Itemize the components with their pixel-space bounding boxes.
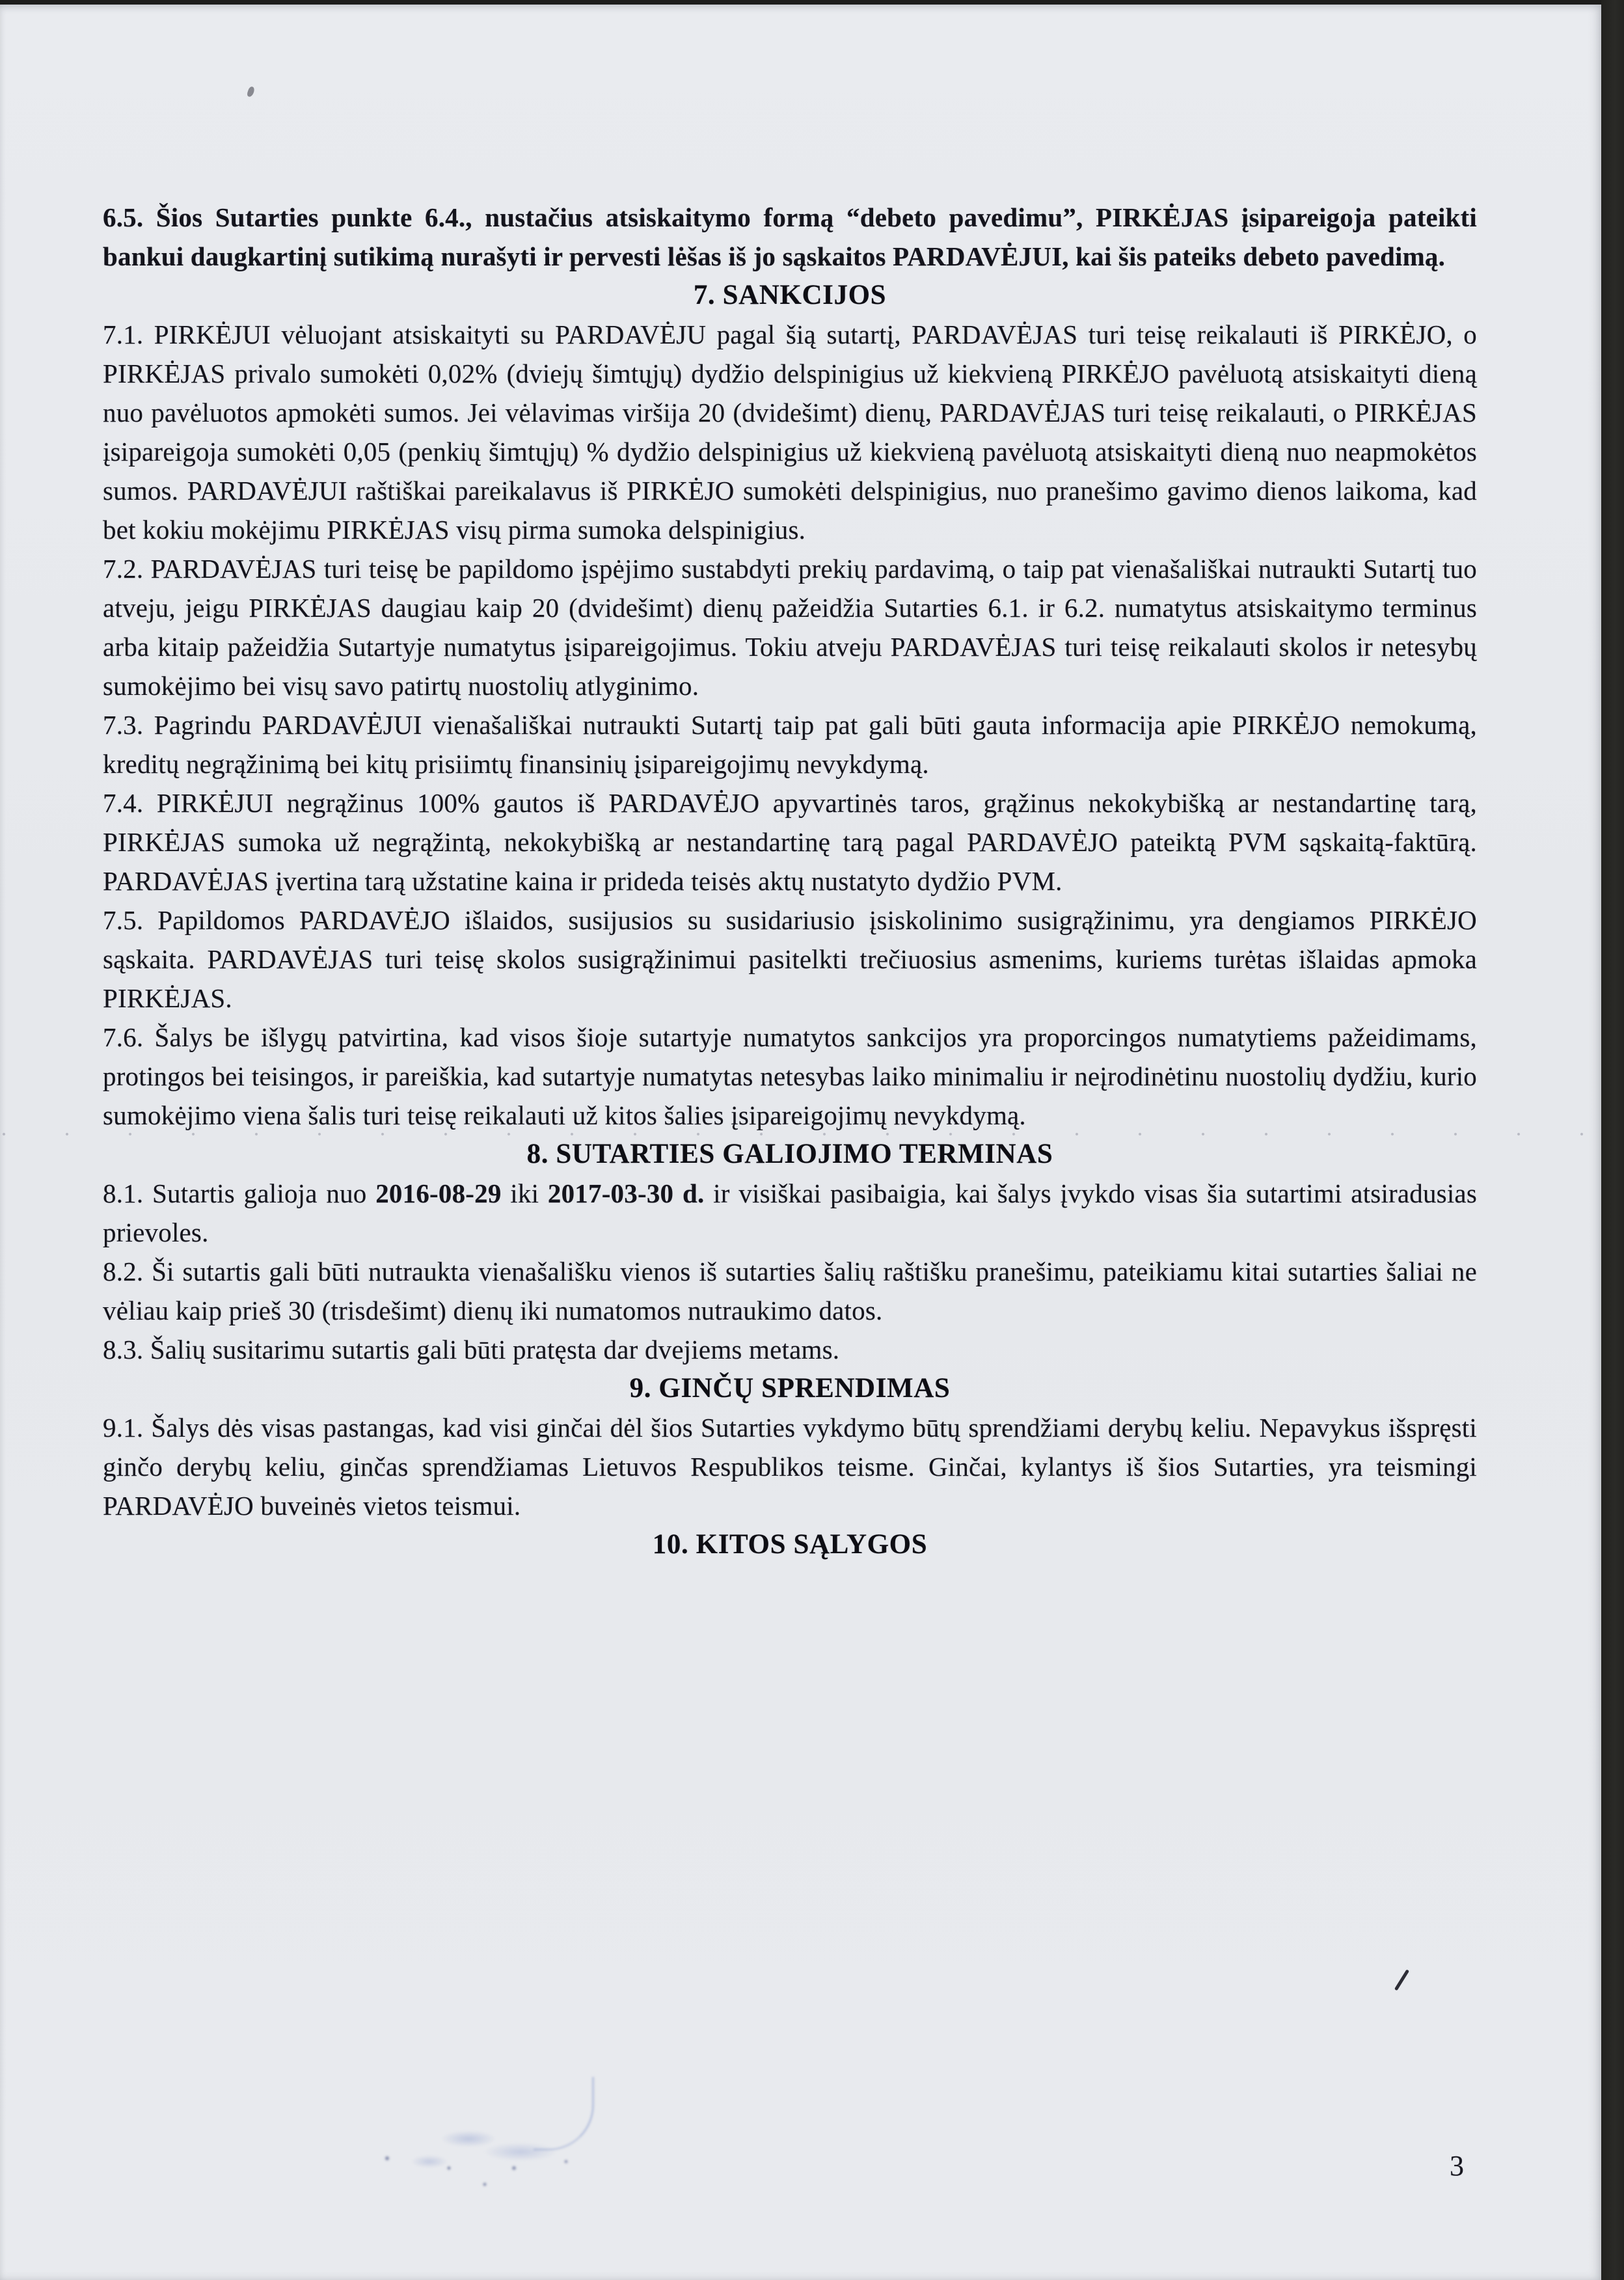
contract-paragraph-8-1 — [103, 1174, 1477, 1252]
contract-paragraph-7-2: 7.2. PARDAVĖJAS turi teisę be papildomo įspėjimo sustabdyti prekių pardavimą, o taip pat vienašališkai nutraukti Sutartį tuo atveju, jeigu PIRKĖJAS daugiau kaip 20 (dvidešimt) dienų pažeidžia Sutarties 6.1. ir 6.2. numatytus atsiskaitymo terminus arba kitaip pažeidžia Sutartyje numatytus įsipareigojimus. Tokiu atveju PARDAVĖJAS turi teisę reikalauti skolos ir netesybų sumokėjimo bei visų savo patirtų nuostolių atlyginimo. — [103, 554, 1477, 701]
contract-paragraph-8-3: 8.3. Šalių susitarimu sutartis gali būti pratęsta dar dvejiems metams. — [103, 1335, 840, 1364]
section-heading-dispute-resolution: 9. GINČŲ SPRENDIMAS — [629, 1373, 951, 1404]
paper-sheet — [0, 5, 1601, 2280]
scan-speckle-row — [0, 1129, 1594, 1139]
contract-paragraph-7-4: 7.4. PIRKĖJUI negrąžinus 100% gautos iš PARDAVĖJO apyvartinės taros, grąžinus nekokybišką ar nestandartinę tarą, PIRKĖJAS sumoka už negrąžintą, nekokybišką ar nestandartinę tarą pagal PARDAVĖJO pateiktą PVM sąskaitą-faktūrą. PARDAVĖJAS įvertina tarą užstatine kaina ir prideda teisės aktų nustatyto dydžio PVM. — [103, 788, 1477, 896]
contract-paragraph-7-3: 7.3. Pagrindu PARDAVĖJUI vienašališkai nutraukti Sutartį taip pat gali būti gauta informacija apie PIRKĖJO nemokumą, kreditų negrąžinimą bei kitų prisiimtų finansinių įsipareigojimų nevykdymą. — [103, 710, 1477, 779]
section-heading-validity-term: 8. SUTARTIES GALIOJIMO TERMINAS — [526, 1139, 1053, 1169]
pen-tick-mark — [1394, 1969, 1409, 1990]
contract-paragraph-6-5: 6.5. Šios Sutarties punkte 6.4., nustačius atsiskaitymo formą “debeto pavedimu”, PIRKĖJAS įsipareigoja pateikti bankui daugkartinį sutikimą nurašyti ir pervesti lėšas iš jo sąskaitos PARDAVĖJUI, kai šis pateiks debeto pavedimą. — [103, 202, 1477, 271]
section-heading-other-terms: 10. KITOS SĄLYGOS — [652, 1529, 928, 1560]
contract-paragraph-7-5: 7.5. Papildomos PARDAVĖJO išlaidos, susijusios su susidariusio įsiskolinimo susigrąžinimu, yra dengiamos PIRKĖJO sąskaita. PARDAVĖJAS turi teisę skolos susigrąžinimui pasitelkti trečiuosius asmenims, kuriems turėtas išlaidas apmoka PIRKĖJAS. — [103, 905, 1477, 1013]
scan-speck-mark — [247, 86, 256, 98]
section-heading-sanctions: 7. SANKCIJOS — [693, 280, 887, 310]
paragraph-8-1-text: 8.1. Sutartis galioja nuo — [103, 1178, 376, 1208]
scan-edge-top — [0, 0, 1624, 5]
contract-paragraph-7-6: 7.6. Šalys be išlygų patvirtina, kad visos šioje sutartyje numatytos sankcijos yra proporcingos numatytiems pažeidimams, protingos bei teisingos, ir pareiškia, kad sutartyje numatytas netesybas laiko minimaliu ir neįrodinėtinu nuostolių dydžiu, kurio sumokėjimo viena šalis turi teisę reikalauti už kitos šalies įsipareigojimų nevykdymą. — [103, 1022, 1477, 1130]
contract-end-date: 2017-03-30 d. — [547, 1178, 705, 1208]
contract-start-date: 2016-08-29 — [375, 1178, 502, 1208]
contract-text-block — [103, 198, 1477, 1564]
contract-paragraph-9-1: 9.1. Šalys dės visas pastangas, kad visi ginčai dėl šios Sutarties vykdymo būtų sprendžiami derybų keliu. Nepavykus išspręsti ginčo derybų keliu, ginčas sprendžiamas Lietuvos Respublikos teisme. Ginčai, kylantys iš šios Sutarties, yra teismingi PARDAVĖJO buveinės vietos teismui. — [103, 1413, 1477, 1521]
erased-ink-smudge — [351, 2070, 638, 2207]
paragraph-8-1-text: iki — [501, 1178, 548, 1208]
paragraph-8-1-text: ir visiškai pasibaigia, kai šalys įvykdo visas šia sutartimi atsiradusias prievoles. — [103, 1178, 1477, 1247]
page-number: 3 — [1450, 2150, 1464, 2182]
contract-paragraph-8-2: 8.2. Ši sutartis gali būti nutraukta vienašališku vienos iš sutarties šalių raštišku pranešimu, pateikiamu kitai sutarties šaliai ne vėliau kaip prieš 30 (trisdešimt) dienų iki numatomos nutraukimo datos. — [103, 1256, 1477, 1325]
scan-edge-right — [1601, 0, 1624, 2280]
contract-paragraph-7-1: 7.1. PIRKĖJUI vėluojant atsiskaityti su PARDAVĖJU pagal šią sutartį, PARDAVĖJAS turi teisę reikalauti iš PIRKĖJO, o PIRKĖJAS privalo sumokėti 0,02% (dviejų šimtųjų) dydžio delspinigius už kiekvieną PIRKĖJO pavėluotą atsiskaityti dieną nuo pavėluotos apmokėti sumos. Jei vėlavimas viršija 20 (dvidešimt) dienų, PARDAVĖJAS turi teisę reikalauti, o PIRKĖJAS įsipareigoja sumokėti 0,05 (penkių šimtųjų) % dydžio delspinigius už kiekvieną pavėluotą atsiskaityti dieną nuo neapmokėtos sumos. PARDAVĖJUI raštiškai pareikalavus iš PIRKĖJO sumokėti delspinigius, nuo pranešimo gavimo dienos laikoma, kad bet kokiu mokėjimu PIRKĖJAS visų pirma sumoka delspinigius. — [103, 319, 1477, 545]
